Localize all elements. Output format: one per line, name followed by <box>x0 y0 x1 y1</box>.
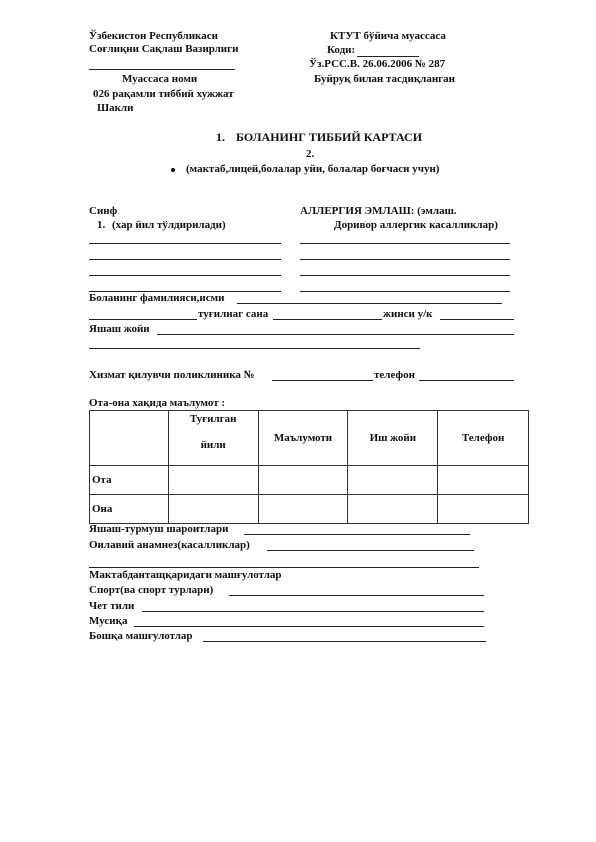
living-conditions-label: Яшаш-турмуш шароитлари <box>89 523 229 535</box>
parents-table <box>89 410 529 524</box>
phone-label: телефон <box>374 369 415 381</box>
table-row <box>90 495 529 524</box>
column-header-phone: Телефон <box>438 411 529 466</box>
grade-label: Синф <box>89 205 118 217</box>
table-row <box>90 466 529 495</box>
table-cell[interactable] <box>258 466 348 495</box>
code-line[interactable] <box>357 56 419 57</box>
page-subtitle: (мактаб,лицей,болалар уйи, болалар боғчаси учун) <box>186 163 440 175</box>
birth-date-label: туғилнаг сана <box>198 308 269 320</box>
phone-field[interactable] <box>419 380 514 381</box>
living-conditions-field[interactable] <box>244 534 470 535</box>
birth-date-field[interactable] <box>273 319 382 320</box>
title-number: 1. <box>216 130 225 144</box>
approved-label: Буйруқ билан тасдиқланган <box>314 73 455 85</box>
allergy-line[interactable] <box>300 275 510 276</box>
foreign-language-label: Чет тили <box>89 600 135 612</box>
order-number: Ўз.РСС.В. 26.06.2006 № 287 <box>309 58 446 70</box>
table-cell[interactable] <box>258 495 348 524</box>
sex-label: жинси у/к <box>383 308 433 320</box>
ministry-name: Соғлиқни Сақлаш Вазирлиги <box>89 43 239 55</box>
column-header-workplace: Иш жойи <box>348 411 438 466</box>
row-label-mother: Она <box>90 495 169 524</box>
column-header-education: Маълумоти <box>258 411 348 466</box>
table-cell[interactable] <box>168 466 258 495</box>
family-anamnesis-field[interactable] <box>267 550 474 551</box>
parents-heading: Ота-она хақида маълумот : <box>89 397 226 409</box>
table-header-row <box>90 411 529 466</box>
child-name-field[interactable] <box>237 303 502 304</box>
other-activities-field[interactable] <box>203 641 486 642</box>
grade-line[interactable] <box>89 259 281 260</box>
extracurricular-label: Мактабдантащқаридаги машғулотлар <box>89 569 282 581</box>
institution-name-label: Муассаса номи <box>122 73 198 85</box>
table-cell[interactable] <box>348 466 438 495</box>
table-cell[interactable] <box>348 495 438 524</box>
allergy-line[interactable] <box>300 243 510 244</box>
ministry-country: Ўзбекистон Республикаси <box>89 30 218 42</box>
table-header-empty <box>90 411 169 466</box>
child-name-label: Боланинг фамилияси,исми <box>89 292 225 304</box>
clinic-label: Хизмат қилувчи поликлиника № <box>89 369 255 381</box>
other-activities-label: Бошқа машғулотлар <box>89 630 193 642</box>
grade-note: (хар йил тўлдирилади) <box>112 219 226 231</box>
family-anamnesis-label: Оилавий анамнез(касалликлар) <box>89 539 250 551</box>
column-header-birth-year: Туғилган йили <box>168 411 258 466</box>
allergy-note: Доривор аллергик касалликлар) <box>334 219 498 231</box>
music-field[interactable] <box>134 626 484 627</box>
code-label: Коди: <box>327 44 356 56</box>
grade-item-number: 1. <box>97 219 106 231</box>
table-cell[interactable] <box>438 466 529 495</box>
row-label-father: Ота <box>90 466 169 495</box>
birth-prefix-line[interactable] <box>89 319 197 320</box>
sex-field[interactable] <box>440 319 514 320</box>
grade-line[interactable] <box>89 243 281 244</box>
form-label: Шакли <box>97 102 134 114</box>
title-second-number: 2. <box>306 148 315 160</box>
allergy-line[interactable] <box>300 291 510 292</box>
address-field-line2[interactable] <box>89 348 420 349</box>
sport-label: Спорт(ва спорт турлари) <box>89 584 214 596</box>
address-field[interactable] <box>157 334 514 335</box>
address-label: Яшаш жойи <box>89 323 150 335</box>
table-cell[interactable] <box>168 495 258 524</box>
grade-line[interactable] <box>89 275 281 276</box>
foreign-language-field[interactable] <box>142 611 484 612</box>
ktut-label: КТУТ бўйича муассаса <box>330 30 446 42</box>
table-cell[interactable] <box>438 495 529 524</box>
page-title: БОЛАНИНГ ТИББИЙ КАРТАСИ <box>236 130 423 144</box>
family-anamnesis-field-line2[interactable] <box>89 567 479 568</box>
allergy-line[interactable] <box>300 259 510 260</box>
allergy-label: АЛЛЕРГИЯ ЭМЛАШ: (эмлаш. <box>300 205 457 217</box>
sport-field[interactable] <box>229 595 484 596</box>
clinic-number-field[interactable] <box>272 380 373 381</box>
form-number: 026 рақамли тиббий хужжат <box>93 88 234 100</box>
institution-name-line[interactable] <box>89 69 235 70</box>
music-label: Мусиқа <box>89 615 128 627</box>
bullet-icon <box>171 168 175 172</box>
